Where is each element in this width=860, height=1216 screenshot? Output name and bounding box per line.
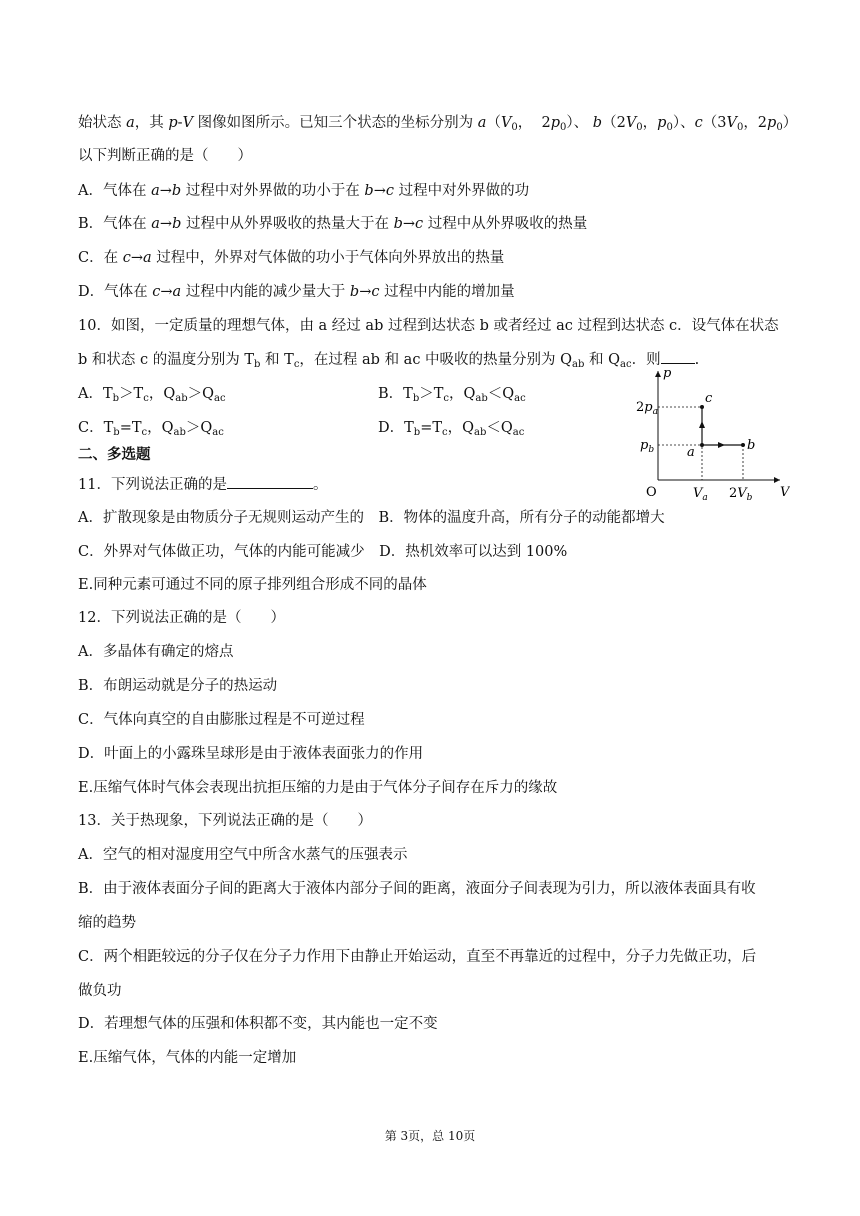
q12-option-e[interactable]: E.压缩气体时气体会表现出抗拒压缩的力是由于气体分子间存在斥力的缘故 — [78, 780, 558, 796]
point-b-label: b — [747, 438, 756, 453]
point-c-dot — [700, 405, 704, 409]
arrow-ab — [718, 442, 725, 448]
origin-label: O — [646, 485, 657, 500]
q13-option-e[interactable]: E.压缩气体，气体的内能一定增加 — [78, 1050, 297, 1066]
q13-option-b-line1[interactable]: B．由于液体表面分子间的距离大于液体内部分子间的距离，液面分子间表现为引力，所以液体表面具有收 — [78, 881, 756, 897]
q10-line2: b 和状态 c 的温度分别为 $T_b$ 和 $T_c$，在过程 ab 和 ac 中吸收的热量分别为 $Q_{ab}$ 和 $Q_{ac}$．则 . — [78, 349, 699, 370]
q9-option-d[interactable]: D．气体在 c→a 过程中内能的减少量大于 b→c 过程中内能的增加量 — [78, 284, 515, 300]
label-2vb: $2V_b$ — [729, 486, 753, 503]
q12-option-b[interactable]: B．布朗运动就是分子的热运动 — [78, 678, 278, 694]
q9-line2: 以下判断正确的是（ ） — [78, 148, 252, 164]
q10-option-c[interactable]: C．$T_b=T_c$，$Q_{ab}>Q_{ac}$ — [78, 420, 224, 438]
q11-options-ab[interactable]: A．扩散现象是由物质分子无规则运动产生的 B．物体的温度升高，所有分子的动能都增大 — [78, 510, 665, 526]
point-a-label: a — [687, 445, 695, 460]
q13-option-c-line2[interactable]: 做负功 — [78, 983, 122, 999]
arrow-ac — [699, 421, 705, 428]
q11-stem: 11．下列说法正确的是 。 — [78, 474, 327, 495]
q13-option-a[interactable]: A．空气的相对湿度用空气中所含水蒸气的压强表示 — [78, 847, 408, 863]
answer-blank[interactable] — [661, 349, 695, 364]
q9-option-a[interactable]: A．气体在 a→b 过程中对外界做的功小于在 b→c 过程中对外界做的功 — [78, 183, 530, 199]
q13-option-b-line2[interactable]: 缩的趋势 — [78, 915, 136, 931]
v-axis-label: V — [780, 485, 790, 500]
q12-stem: 12．下列说法正确的是（ ） — [78, 610, 285, 626]
q9-option-b[interactable]: B．气体在 a→b 过程中从外界吸收的热量大于在 b→c 过程中从外界吸收的热量 — [78, 216, 588, 232]
q9-line1: 始状态 a，其 p-V 图像如图所示。已知三个状态的坐标分别为 $a(V_0$， $2p_0$）、 $b(2V_0$，$p_0$）、$c(3V_0$，$2p_0$） — [78, 115, 798, 133]
label-2pa: $2p_a$ — [636, 400, 658, 417]
q12-option-d[interactable]: D．叶面上的小露珠呈球形是由于液体表面张力的作用 — [78, 746, 424, 762]
label-va: $V_a$ — [693, 486, 708, 503]
pv-diagram — [630, 365, 790, 505]
q10-option-a[interactable]: A．$T_b>T_c$，$Q_{ab}>Q_{ac}$ — [78, 386, 226, 404]
q9-option-c[interactable]: C．在 c→a 过程中，外界对气体做的功小于气体向外界放出的热量 — [78, 250, 505, 266]
page-footer: 第 3页，总 10页 — [384, 1129, 476, 1143]
point-b-dot — [741, 443, 745, 447]
point-a-dot — [700, 443, 704, 447]
answer-blank[interactable] — [227, 474, 313, 489]
q13-stem: 13．关于热现象，下列说法正确的是（ ） — [78, 813, 372, 829]
label-pb: $p_b$ — [640, 438, 655, 455]
q10-option-b[interactable]: B．$T_b>T_c$，$Q_{ab}<Q_{ac}$ — [378, 386, 526, 404]
p-axis-label: p — [663, 366, 672, 381]
q11-option-e[interactable]: E.同种元素可通过不同的原子排列组合形成不同的晶体 — [78, 577, 427, 593]
q11-options-cd[interactable]: C．外界对气体做正功，气体的内能可能减少 D．热机效率可以达到 100% — [78, 544, 568, 560]
q10-line1: 10．如图，一定质量的理想气体，由 a 经过 ab 过程到达状态 b 或者经过 ac 过程到达状态 c．设气体在状态 — [78, 318, 779, 334]
q13-option-c-line1[interactable]: C．两个相距较远的分子仅在分子力作用下由静止开始运动，直至不再靠近的过程中，分子力先做正功，后 — [78, 949, 757, 965]
q10-option-d[interactable]: D．$T_b=T_c$，$Q_{ab}<Q_{ac}$ — [378, 420, 525, 438]
point-c-label: c — [705, 391, 713, 406]
q12-option-c[interactable]: C．气体向真空的自由膨胀过程是不可逆过程 — [78, 712, 365, 728]
section-title-multi-choice: 二、多选题 — [78, 446, 151, 463]
q12-option-a[interactable]: A．多晶体有确定的熔点 — [78, 644, 234, 660]
q13-option-d[interactable]: D．若理想气体的压强和体积都不变，其内能也一定不变 — [78, 1016, 438, 1032]
